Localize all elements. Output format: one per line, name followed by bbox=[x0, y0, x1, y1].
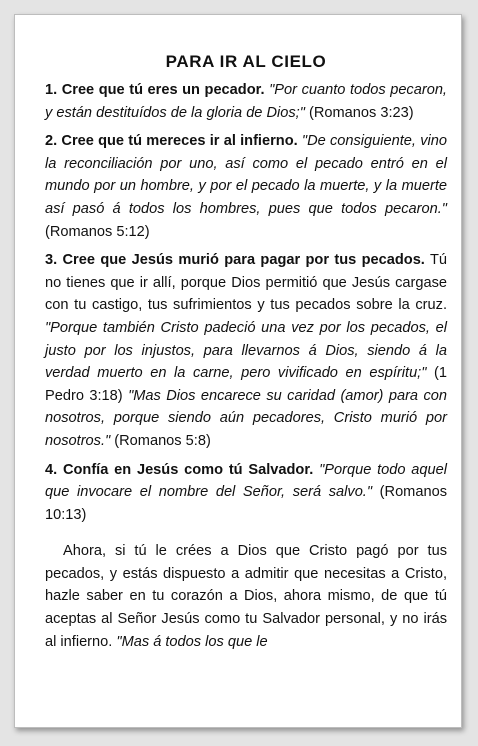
tract-card bbox=[14, 14, 462, 728]
section-4 bbox=[45, 459, 447, 527]
section-3-quote: "Porque también Cristo padeció una vez por los pecados, el justo por los injustos, para llevarnos á Dios, siendo á la verdad muerto en la carne, pero vivificado en espíritu;" bbox=[45, 319, 447, 382]
section-2-reference: (Romanos 5:12) bbox=[45, 223, 150, 240]
section-1-heading: 1. Cree que tú eres un pecador. bbox=[45, 82, 265, 98]
section-2 bbox=[45, 130, 447, 243]
section-3-body: Tú no tienes que ir allí, porque Dios permitió que Jesús cargase con tu castigo, tus sufrimientos y tus pecados sobre la cruz. bbox=[45, 252, 447, 314]
section-4-heading: 4. Confía en Jesús como tú Salvador. bbox=[45, 461, 314, 478]
section-1-reference: (Romanos 3:23) bbox=[308, 104, 414, 121]
section-4-reference: (Romanos 10:13) bbox=[45, 484, 447, 523]
closing-quote: "Mas á todos los que le bbox=[116, 633, 268, 650]
section-3-quote-2: "Mas Dios encarece su caridad (amor) para con nosotros, porque siendo aún pecadores, Cristo murió por nosotros." bbox=[45, 387, 448, 449]
section-3-heading: 3. Cree que Jesús murió para pagar por tus pecados. bbox=[45, 252, 425, 269]
section-2-heading: 2. Cree que tú mereces ir al infierno. bbox=[45, 133, 298, 150]
section-3-reference: (1 Pedro 3:18) bbox=[45, 365, 448, 404]
closing-paragraph bbox=[45, 540, 447, 653]
section-4-quote: "Porque todo aquel que invocare el nombre del Señor, será salvo." bbox=[45, 461, 447, 501]
section-3 bbox=[45, 249, 447, 452]
section-1 bbox=[45, 79, 447, 124]
section-3-reference-2: (Romanos 5:8) bbox=[114, 432, 211, 449]
closing-text: Ahora, si tú le crées a Dios que Cristo pagó por tus pecados, y estás dispuesto a admitir que necesitas a Cristo, hazle saber en tu corazón a Dios, ahora mismo, de que tú aceptas al Señor Jesús como tu Salvador personal, y no irás al infierno. bbox=[45, 543, 447, 650]
section-2-quote: "De consiguiente, vino la reconciliación por uno, así como el pecado entró en el mundo por un hombre, y por el pecado la muerte, y la muerte así pasó á todos los hombres, pues que todos pecaron." bbox=[45, 133, 447, 217]
tract-content bbox=[45, 51, 447, 659]
section-1-quote: "Por cuanto todos pecaron, y están destituídos de la gloria de Dios;" bbox=[45, 82, 447, 121]
page-title: PARA IR AL CIELO bbox=[165, 52, 327, 71]
